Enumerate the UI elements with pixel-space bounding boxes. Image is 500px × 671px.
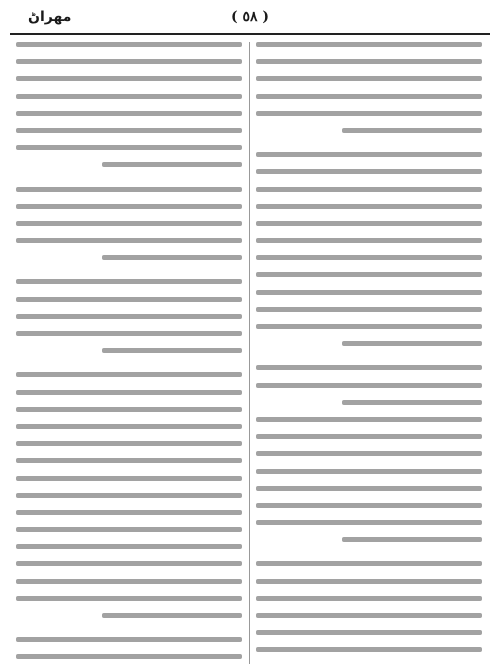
page-header	[10, 6, 490, 32]
column-divider	[249, 42, 250, 664]
paragraph-gap	[256, 145, 482, 152]
text-line-placeholder	[256, 365, 482, 370]
text-line-placeholder	[256, 221, 482, 226]
text-line-placeholder	[256, 290, 482, 295]
text-line-placeholder	[16, 441, 242, 446]
text-line-placeholder	[256, 111, 482, 116]
text-line-placeholder	[16, 527, 242, 532]
text-line-placeholder	[16, 407, 242, 412]
text-line-placeholder	[256, 204, 482, 209]
text-line-placeholder	[16, 561, 242, 566]
text-line-placeholder	[256, 561, 482, 566]
text-line-placeholder	[16, 331, 242, 336]
text-line-placeholder	[256, 417, 482, 422]
text-line-placeholder	[102, 348, 242, 353]
header-rule	[10, 33, 490, 35]
text-line-placeholder	[256, 59, 482, 64]
text-line-placeholder	[16, 424, 242, 429]
text-line-placeholder	[16, 458, 242, 463]
page-number: ( ٥٨ )	[230, 9, 270, 25]
text-line-placeholder	[16, 654, 242, 659]
text-line-placeholder	[256, 613, 482, 618]
text-line-placeholder	[256, 94, 482, 99]
text-line-placeholder	[16, 510, 242, 515]
text-line-placeholder	[342, 400, 482, 405]
text-line-placeholder	[256, 169, 482, 174]
text-line-placeholder	[16, 493, 242, 498]
paragraph-gap	[16, 272, 242, 279]
text-line-placeholder	[256, 76, 482, 81]
text-line-placeholder	[342, 341, 482, 346]
text-line-placeholder	[16, 372, 242, 377]
text-line-placeholder	[256, 434, 482, 439]
text-line-placeholder	[256, 596, 482, 601]
text-line-placeholder	[16, 596, 242, 601]
paragraph-gap	[16, 365, 242, 372]
text-line-placeholder	[102, 255, 242, 260]
text-line-placeholder	[256, 469, 482, 474]
text-line-placeholder	[16, 297, 242, 302]
text-line-placeholder	[256, 152, 482, 157]
text-line-placeholder	[16, 637, 242, 642]
paragraph-gap	[256, 554, 482, 561]
text-line-placeholder	[16, 94, 242, 99]
text-line-placeholder	[16, 544, 242, 549]
text-line-placeholder	[16, 390, 242, 395]
text-line-placeholder	[256, 647, 482, 652]
text-line-placeholder	[16, 128, 242, 133]
text-line-placeholder	[256, 520, 482, 525]
text-line-placeholder	[16, 145, 242, 150]
text-line-placeholder	[256, 486, 482, 491]
text-line-placeholder	[16, 59, 242, 64]
paragraph-gap	[16, 630, 242, 637]
text-line-placeholder	[16, 42, 242, 47]
text-line-placeholder	[16, 476, 242, 481]
text-line-placeholder	[16, 111, 242, 116]
text-line-placeholder	[16, 279, 242, 284]
text-line-placeholder	[256, 503, 482, 508]
text-line-placeholder	[16, 187, 242, 192]
text-column-left	[16, 42, 242, 664]
text-line-placeholder	[256, 272, 482, 277]
text-line-placeholder	[256, 324, 482, 329]
text-line-placeholder	[16, 204, 242, 209]
text-line-placeholder	[342, 128, 482, 133]
text-line-placeholder	[102, 162, 242, 167]
text-line-placeholder	[16, 221, 242, 226]
text-line-placeholder	[102, 613, 242, 618]
text-line-placeholder	[16, 579, 242, 584]
text-line-placeholder	[256, 255, 482, 260]
text-line-placeholder	[256, 383, 482, 388]
text-line-placeholder	[16, 238, 242, 243]
text-line-placeholder	[256, 238, 482, 243]
text-column-right	[256, 42, 482, 664]
text-line-placeholder	[342, 537, 482, 542]
text-line-placeholder	[256, 630, 482, 635]
text-line-placeholder	[16, 314, 242, 319]
text-line-placeholder	[256, 187, 482, 192]
text-line-placeholder	[256, 307, 482, 312]
paragraph-gap	[256, 358, 482, 365]
text-line-placeholder	[256, 451, 482, 456]
text-line-placeholder	[16, 76, 242, 81]
text-line-placeholder	[256, 579, 482, 584]
page-title: مهراڻ	[28, 9, 72, 25]
text-line-placeholder	[256, 42, 482, 47]
paragraph-gap	[16, 180, 242, 187]
